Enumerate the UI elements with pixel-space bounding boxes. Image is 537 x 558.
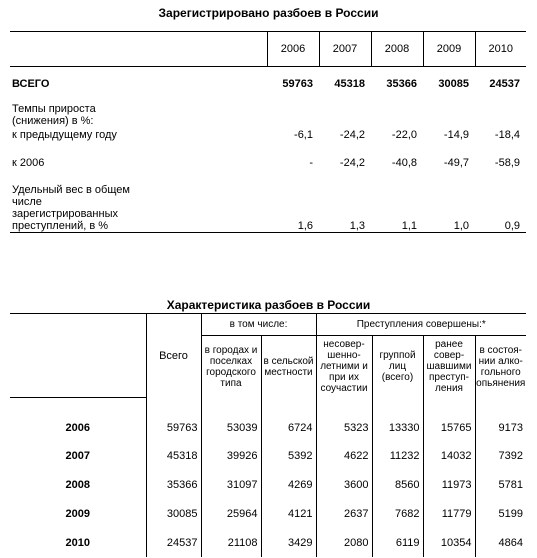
row-value: 4864 (475, 529, 526, 557)
year-header: 2010 (475, 32, 526, 67)
row-value: 3600 (316, 471, 372, 500)
registered-robberies-table (10, 31, 526, 233)
row-value: -22,0 (391, 128, 417, 141)
row-value: -18,4 (494, 128, 520, 141)
group-header-including: в том числе: (201, 314, 316, 336)
row-value: 30085 (438, 77, 469, 90)
row-value: 11779 (423, 500, 475, 529)
row-value: 11973 (423, 471, 475, 500)
table-row (10, 442, 526, 471)
table2-title: Характеристика разбоев в России (166, 298, 371, 312)
row-value: 0,9 (475, 181, 526, 233)
row-label: к 2006 (12, 156, 45, 169)
year-header: 2006 (267, 32, 319, 67)
row-value: 59763 (282, 77, 313, 90)
row-value: 21108 (201, 529, 261, 557)
table-row (10, 529, 526, 557)
row-value: 2080 (316, 529, 372, 557)
row-label: Темпы прироста (снижения) в %: (12, 102, 96, 127)
row-value: 13330 (372, 414, 423, 442)
row-value: 4269 (261, 471, 316, 500)
row-value: 2637 (316, 500, 372, 529)
row-value: 35366 (146, 471, 201, 500)
row-value: 6119 (372, 529, 423, 557)
row-value: 24537 (489, 77, 520, 90)
row-year: 2007 (65, 450, 90, 462)
row-value: 30085 (146, 500, 201, 529)
table-row (10, 101, 526, 127)
table-row (10, 127, 526, 143)
row-year: 2010 (65, 536, 90, 549)
column-header: в городах и поселках городского типа (201, 336, 261, 398)
total-header: Всего (146, 314, 201, 398)
year-header: 2007 (319, 32, 371, 67)
row-value: 7392 (475, 442, 526, 471)
year-header: 2009 (423, 32, 475, 67)
row-value: 5392 (261, 442, 316, 471)
row-value: 24537 (146, 529, 201, 557)
row-year: 2008 (65, 479, 90, 491)
column-header: группой лиц (всего) (372, 336, 423, 398)
row-value: 1,3 (319, 181, 371, 233)
row-year: 2006 (65, 421, 90, 434)
row-label: к предыдущему году (12, 128, 117, 141)
row-value: 39926 (201, 442, 261, 471)
row-value: 4121 (261, 500, 316, 529)
row-value: 35366 (386, 77, 417, 90)
row-value: 11232 (372, 442, 423, 471)
row-value: 7682 (372, 500, 423, 529)
row-value: -49,7 (443, 156, 469, 169)
column-header: ранее совер-шавшими преступ-ления (423, 336, 475, 398)
row-value: 45318 (334, 77, 365, 90)
row-value: 5323 (316, 414, 372, 442)
row-value: - (309, 156, 313, 169)
table-row (10, 155, 526, 171)
row-value: 6724 (261, 414, 316, 442)
row-value: -6,1 (294, 128, 313, 141)
row-value: 3429 (261, 529, 316, 557)
row-label: Удельный вес в общем числе зарегистрированных преступлений, в % (10, 181, 267, 233)
row-label: ВСЕГО (12, 77, 50, 90)
table2-column-header (10, 336, 526, 398)
table2-group-header (10, 314, 526, 336)
column-header: в сельской местности (261, 336, 316, 398)
row-value: 53039 (201, 414, 261, 442)
row-value: 9173 (475, 414, 526, 442)
row-value: 5781 (475, 471, 526, 500)
table1-title: Зарегистрировано разбоев в России (158, 6, 379, 20)
row-value: -24,2 (339, 128, 365, 141)
row-value: 59763 (146, 414, 201, 442)
row-year: 2009 (65, 508, 90, 520)
row-value: 1,0 (423, 181, 475, 233)
row-value: -58,9 (494, 156, 520, 169)
group-header-committed: Преступления совершены:* (316, 314, 526, 336)
row-value: 1,6 (267, 181, 319, 233)
table1-header-row (10, 32, 526, 67)
table-row (10, 75, 526, 93)
robbery-characteristics-table (10, 313, 526, 557)
row-value: 5199 (475, 500, 526, 529)
year-header: 2008 (371, 32, 423, 67)
row-value: -40,8 (391, 156, 417, 169)
column-header: в состоя-нии алко-гольного опьянения (475, 336, 526, 398)
row-value: 10354 (423, 529, 475, 557)
row-value: 14032 (423, 442, 475, 471)
table-row (10, 500, 526, 529)
table-row (10, 181, 526, 233)
row-value: 45318 (146, 442, 201, 471)
row-value: 1,1 (371, 181, 423, 233)
table-row (10, 414, 526, 442)
row-value: 8560 (372, 471, 423, 500)
row-value: 4622 (316, 442, 372, 471)
row-value: 31097 (201, 471, 261, 500)
row-value: -14,9 (443, 128, 469, 141)
column-header: несовер-шенно-летними и при их соучастии (316, 336, 372, 398)
row-value: 25964 (201, 500, 261, 529)
table-row (10, 471, 526, 500)
row-value: -24,2 (339, 156, 365, 169)
row-value: 15765 (423, 414, 475, 442)
